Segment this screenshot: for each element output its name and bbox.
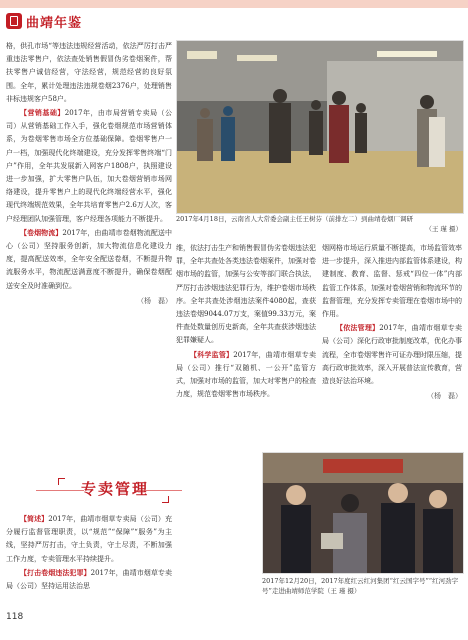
campus-scene-illustration: [263, 453, 463, 573]
yearbook-title: 曲靖年鉴: [26, 15, 83, 31]
paragraph-overview: [6, 512, 172, 566]
paragraph-text: 2017年，曲靖市烟草专卖局（公司）深化行政审批制度改革，优化办事流程，全市卷烟零售许可证办理时限压缩，提高行政审批效率，深入开展普法宣传教育，营造良好法治环境。: [322, 324, 462, 386]
paragraph-law: [322, 321, 462, 388]
yearbook-logo: [6, 12, 82, 30]
author-signature: （杨 磊）: [427, 392, 462, 401]
bottom-photo-caption: 2017年12月20日，2017年度红云红河集团“红云国字号”“红河劲字号”走进曲靖师范学院（王 瑾 摄）: [262, 577, 459, 595]
paragraph-text: 2017年，由曲靖市卷烟物流配送中心（公司）坚持服务创新，加大物流信息化建设力度，提高配送效率，全年安全配送卷烟，不断提升物流服务水平，物流配送满意度不断提升，确保卷烟配送安全及时准确到位。: [6, 228, 172, 290]
factory-scene-illustration: [177, 41, 463, 213]
photo-credit: （王 瑾 摄）: [425, 225, 462, 233]
left-bottom-column: [6, 512, 172, 608]
heading-supervision: 【科学监管】: [190, 349, 234, 359]
author-signature: （杨 磊）: [137, 296, 172, 305]
paragraph-marketing: [6, 106, 172, 226]
paragraph: 格，供孔市场“等违法违规经营活动，依法严厉打击严重违法零售户，依法查处销售假冒伪劣卷烟案件，帮扶零售户诚信经营，守法经营，规范经营的良好氛围。全年，累计处理违法违规卷烟2376户，处理销售非标违规客户58户。: [6, 42, 172, 103]
factory-visit-photo: [176, 40, 464, 214]
paragraph: 烟网格市场运行质量不断提高，市场监管效率进一步提升，深入推进内部监管体系建设，构建制度、教育、监督、惩戒“四位一体”内部监管工作体系，加强对卷烟营销和物流环节的监督管理，充分发挥专卖管理在卷烟市场中的作用。: [322, 244, 462, 319]
heading-law: 【依法管理】: [336, 323, 380, 333]
heading-overview: 【简述】: [20, 514, 49, 523]
heading-marketing: 【营销基础】: [20, 108, 65, 118]
left-column: [6, 40, 172, 460]
paragraph: 维，依法打击生产和销售假冒伪劣卷烟违法犯罪，全年共查处各类违法卷烟案件，加强对卷烟市场的监管，加强与公安等部门联合执法，严厉打击涉烟违法犯罪行为，维护卷烟市场秩序。全年共查处涉烟违法案件4080起，查获违法卷烟9044.07万支，案值99.33万元，案件查处数量创历史新高，全年共查获涉烟违法犯罪嫌疑人。: [176, 244, 316, 345]
paragraph-text: 2017年，曲靖市烟草专卖局（公司）推行“双随机、一公开”监管方式，加强对市场的监管，加大对零售户的检查力度，规范卷烟零售市场秩序。: [176, 350, 316, 399]
paragraph-text: 2017年，由市局营销专卖局（公司）从营销基础工作入手，强化卷烟规范市场营销体系，为卷烟零售市场全方位基础保障。卷烟零售户一户一档，加强现代化终端建设，充分发挥零售终端“门户”作用，全年共发展新入网客户1808户，执照建设进一步加强，扩大零售户队伍，加大卷烟营销市场网络建设，提升零售户上的现代化终端经营水平，强化现代终端规范效果，全年共培育零售户2.6万人次，客户经理团队加强管理，客户经理各项能力不断提升。: [6, 109, 172, 223]
top-photo-caption: [176, 214, 462, 234]
paragraph-crackdown: [6, 566, 172, 593]
caption-text: 2017年4月18日，云南省人大常委会副主任王树芬（前排左二）到曲靖卷烟厂调研: [176, 215, 413, 223]
page-number: 118: [6, 612, 24, 622]
right-column: [322, 242, 462, 442]
heading-logistics: 【卷烟物流】: [20, 227, 63, 237]
paragraph-logistics: [6, 226, 172, 293]
header-band: [0, 0, 468, 8]
paragraph-supervision: [176, 348, 316, 402]
section-title: 专卖管理: [80, 480, 149, 498]
heading-crackdown: 【打击卷烟违法犯罪】: [20, 567, 91, 577]
book-icon: [6, 13, 22, 29]
campus-event-photo: [262, 452, 464, 574]
paragraph-text: 2017年，曲靖市烟草专卖局（公司）坚持运用法治思: [6, 568, 172, 591]
paragraph-text: 2017年，曲靖市烟草专卖局（公司）充分履行监督管理职责，以“规范”“保障”“服务”为主线，坚持严厉打击，守土负责，守土尽责，不断加强工作力度，专卖管理水平持续提升。: [6, 515, 172, 563]
